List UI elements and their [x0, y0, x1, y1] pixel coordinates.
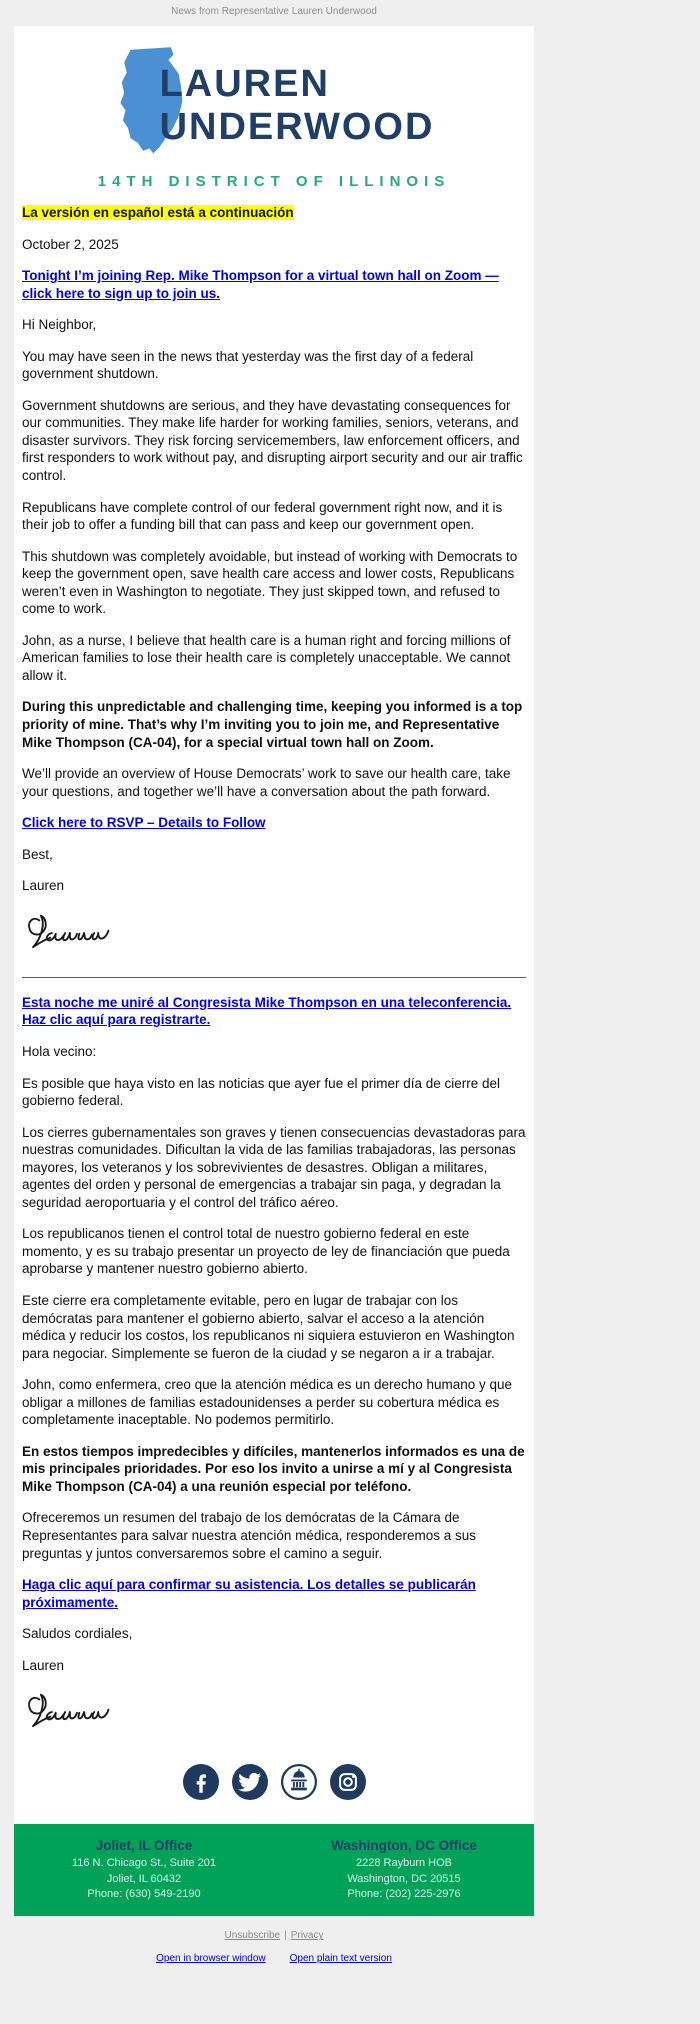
logo-name-line2: UNDERWOOD [159, 106, 435, 148]
town-hall-signup-link-es[interactable]: Esta noche me uniré al Congresista Mike Thompson en una teleconferencia. Haz clic aquí para registrarte. [22, 994, 512, 1028]
office-washington-phone: Phone: (202) 225-2976 [347, 1888, 461, 1901]
office-washington-address1: 2228 Rayburn HOB [356, 1857, 452, 1870]
link-separator: | [284, 1930, 287, 1942]
paragraph-es: John, como enfermera, creo que la atención médica es un derecho humano y que obligar a millones de familias estadounidenses a perder su cobertura médica es completamente inaceptable. No podemos permitirlo. [22, 1377, 513, 1428]
office-joliet-phone: Phone: (630) 549-2190 [87, 1888, 201, 1901]
spanish-notice-row [22, 204, 526, 222]
section-divider [22, 977, 526, 978]
capitol-icon[interactable] [281, 1764, 317, 1800]
signoff-name-es: Lauren [22, 1657, 65, 1673]
office-joliet-address1: 116 N. Chicago St., Suite 201 [71, 1857, 217, 1870]
office-washington-title: Washington, DC Office [331, 1838, 477, 1854]
email-date: October 2, 2025 [22, 236, 119, 252]
open-in-browser-link[interactable]: Open in browser window [156, 1953, 266, 1965]
paragraph-en: Government shutdowns are serious, and they have devastating consequences for our communities. They make life harder for working families, seniors, veterans, and disaster survivors. They risk forcing servicemembers, law enforcement officers, and first responders to work without pay, and disrupting airport security and our air traffic control. [22, 397, 523, 484]
twitter-icon[interactable] [232, 1764, 268, 1800]
office-washington-address2: Washington, DC 20515 [347, 1872, 461, 1885]
email-card [14, 26, 534, 1916]
social-links [22, 1764, 526, 1800]
plain-text-link[interactable]: Open plain text version [289, 1953, 392, 1965]
logo-tagline: 14TH DISTRICT OF ILLINOIS [97, 173, 451, 190]
view-options-row [0, 1953, 548, 1964]
privacy-link[interactable]: Privacy [290, 1930, 324, 1942]
email-body [14, 204, 534, 1800]
closing-es: Saludos cordiales, [22, 1626, 133, 1642]
office-footer [14, 1824, 534, 1916]
office-joliet [14, 1834, 274, 1902]
paragraph-es: Es posible que haya visto en las noticias que ayer fue el primer día de cierre del gobierno federal. [22, 1075, 501, 1109]
paragraph-en: Republicans have complete control of our federal government right now, and it is their job to offer a funding bill that can pass and keep our government open. [22, 499, 503, 533]
invite-paragraph-es: En estos tiempos impredecibles y difíciles, mantenerlos informados es una de mis principales prioridades. Por eso los invito a unirse a mí y al Congresista Mike Thompson (CA-04) a una reunión especial por teléfono. [22, 1443, 525, 1494]
rsvp-link-es[interactable]: Haga clic aquí para confirmar su asistencia. Los detalles se publicarán próximamente. [22, 1577, 476, 1610]
invite-paragraph-en: During this unpredictable and challenging time, keeping you informed is a top priority of mine. That’s why I’m inviting you to join me, and Representative Mike Thompson (CA-04), for a special virtual town hall on Zoom. [22, 699, 523, 750]
office-joliet-address2: Joliet, IL 60432 [106, 1872, 182, 1885]
facebook-icon[interactable] [183, 1764, 219, 1800]
greeting-en: Hi Neighbor, [22, 317, 97, 333]
rsvp-link-en[interactable]: Click here to RSVP – Details to Follow [22, 815, 266, 831]
office-washington [274, 1834, 534, 1902]
paragraph-es: Ofreceremos un resumen del trabajo de los demócratas de la Cámara de Representantes para salvar nuestra atención médica, responderemos a sus preguntas y juntos conversaremos sobre el camino a seguir. [22, 1510, 477, 1561]
email-utility-footer [0, 1916, 548, 1986]
paragraph-es: Los republicanos tienen el control total de nuestro gobierno federal en este momento, y es su trabajo presentar un proyecto de ley de financiación que pueda aprobarse y mantener nuestro gobierno abierto. [22, 1226, 510, 1277]
paragraph-en: This shutdown was completely avoidable, but instead of working with Democrats to keep the government open, save health care access and lower costs, Republicans weren’t even in Washington to negotiate. They just skipped town, and refused to come to work. [22, 548, 518, 617]
paragraph-es: Los cierres gubernamentales son graves y tienen consecuencias devastadoras para nuestras comunidades. Dificultan la vida de las familias trabajadoras, las personas mayores, los veteranos y los sobrevivientes de desastres. Obligan a militares, agentes del orden y personal de emergencias a trabajar sin paga, y degradan la seguridad aeroportuaria y el control del tráfico aéreo. [22, 1124, 526, 1210]
greeting-es: Hola vecino: [22, 1043, 97, 1059]
instagram-icon[interactable] [330, 1764, 366, 1800]
signature-lauren-es [22, 1688, 132, 1736]
preheader-text: News from Representative Lauren Underwood [171, 6, 377, 17]
town-hall-signup-link-en[interactable]: Tonight I’m joining Rep. Mike Thompson for a virtual town hall on Zoom — click here to sign up to join us. [22, 268, 499, 301]
unsubscribe-link[interactable]: Unsubscribe [224, 1930, 281, 1942]
unsubscribe-row [0, 1930, 548, 1941]
paragraph-en: You may have seen in the news that yesterday was the first day of a federal government shutdown. [22, 348, 474, 382]
logo-name-line1: LAUREN [159, 63, 330, 106]
paragraph-en: We’ll provide an overview of House Democrats’ work to save our health care, take your questions, and together we’ll have a conversation about the path forward. [22, 766, 511, 799]
signature-lauren-en [22, 909, 132, 957]
signoff-name-en: Lauren [22, 878, 65, 894]
spanish-version-notice: La versión en español está a continuación [22, 205, 294, 220]
logo-wordmark [160, 63, 435, 148]
logo [14, 46, 534, 190]
paragraph-es: Este cierre era completamente evitable, pero en lugar de trabajar con los demócratas para mantener el gobierno abierto, salvar el acceso a la atención médica y reducir los costos, los republicanos ni siquiera estuvieron en Washington para negociar. Simplemente se fueron de la ciudad y se negaron a ir a trabajar. [22, 1292, 515, 1361]
closing-en: Best, [22, 846, 53, 862]
paragraph-en: John, as a nurse, I believe that health care is a human right and forcing millions of American families to lose their health care is completely unacceptable. We cannot allow it. [22, 632, 511, 683]
office-joliet-title: Joliet, IL Office [95, 1838, 193, 1854]
